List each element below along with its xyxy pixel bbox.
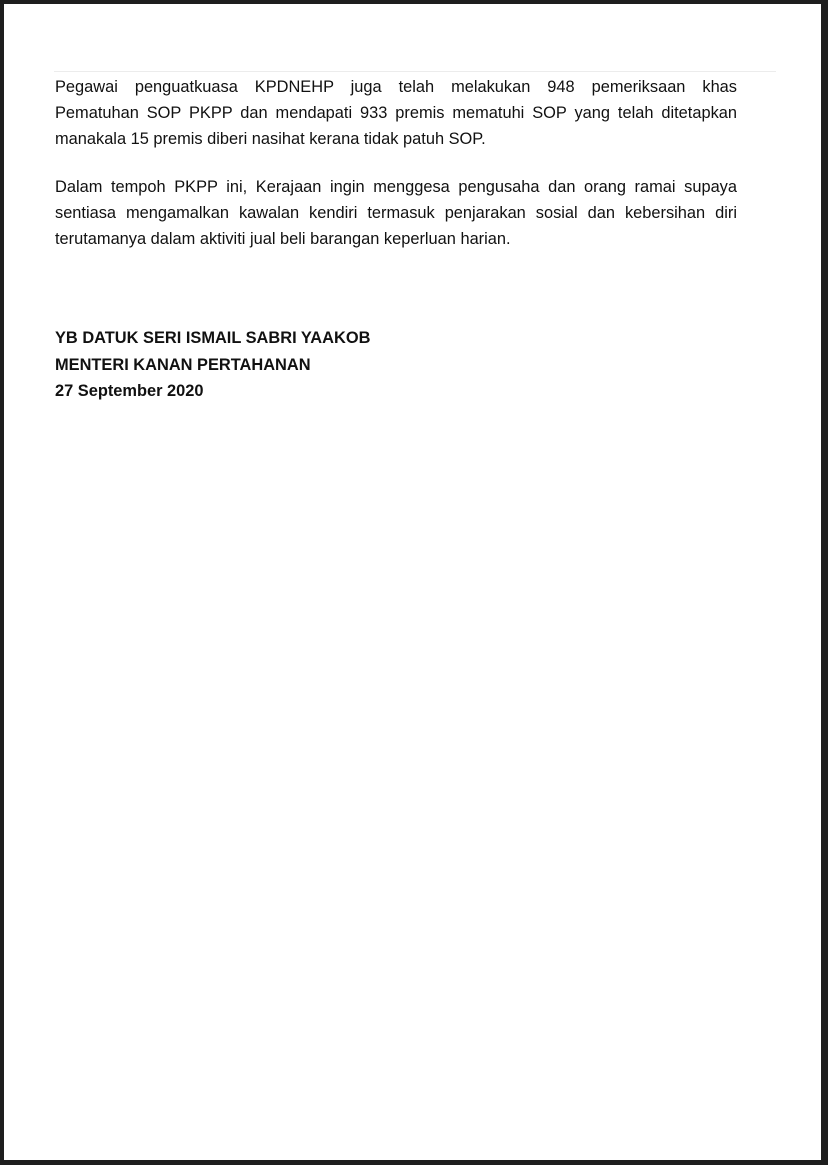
paragraph-line: terutamanya dalam aktiviti jual beli barangan keperluan harian. [55, 230, 511, 248]
top-divider [54, 71, 776, 72]
paragraph-inspection [55, 74, 737, 152]
signature-block [55, 325, 370, 405]
signatory-name: YB DATUK SERI ISMAIL SABRI YAAKOB [55, 329, 371, 347]
signatory-title: MENTERI KANAN PERTAHANAN [55, 355, 311, 374]
document-page [4, 4, 821, 1160]
paragraph-line: Dalam tempoh PKPP ini, Kerajaan ingin menggesa pengusaha dan orang ramai supaya [55, 178, 737, 196]
paragraph-line: sentiasa mengamalkan kawalan kendiri termasuk penjarakan sosial dan kebersihan diri [55, 204, 737, 222]
paragraph-appeal [55, 174, 737, 252]
paragraph-line: Pegawai penguatkuasa KPDNEHP juga telah melakukan 948 pemeriksaan khas [55, 78, 737, 96]
paragraph-line: manakala 15 premis diberi nasihat kerana tidak patuh SOP. [55, 130, 486, 148]
document-date: 27 September 2020 [55, 382, 204, 400]
paragraph-line: Pematuhan SOP PKPP dan mendapati 933 premis mematuhi SOP yang telah ditetapkan [55, 104, 737, 122]
